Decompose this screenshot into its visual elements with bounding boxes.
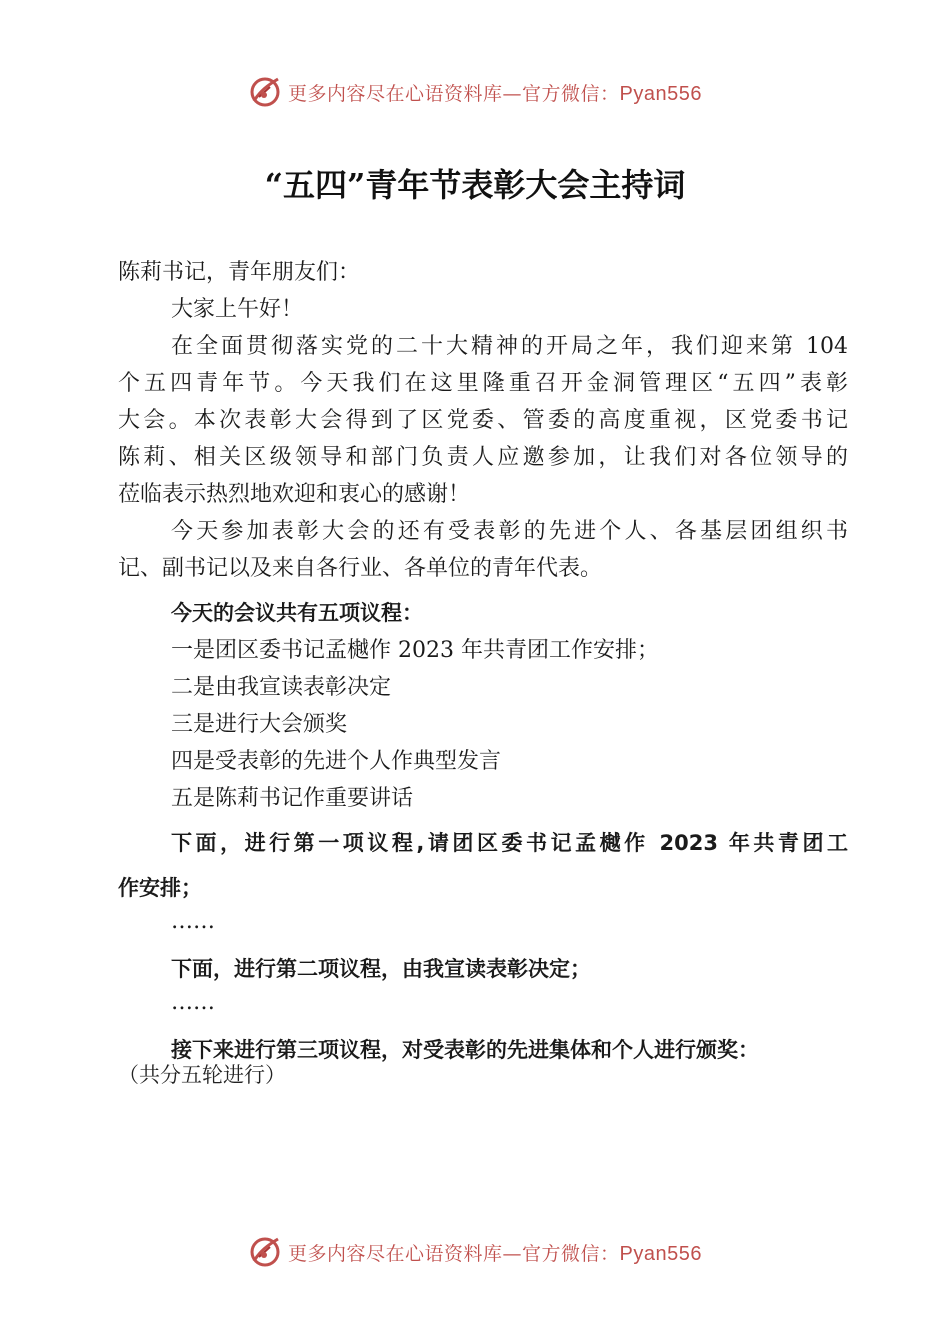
brush-circle-logo-icon: [248, 1235, 282, 1269]
paragraph-line: 记、副书记以及来自各行业、各单位的青年代表。: [118, 556, 603, 581]
header-banner: [0, 72, 950, 112]
banner-text: [288, 79, 702, 106]
step-line: 作安排；: [118, 876, 202, 900]
banner-label: 更多内容尽在心语资料库—官方微信：: [288, 82, 620, 105]
paragraph-line: 今天参加表彰大会的还有受表彰的先进个人、各基层团组织书: [171, 519, 848, 544]
agenda-step-1: [118, 825, 848, 907]
brush-circle-logo-icon: [248, 75, 282, 109]
banner-label: 更多内容尽在心语资料库—官方微信：: [288, 1242, 620, 1265]
paragraph-line: 在全面贯彻落实党的二十大精神的开局之年，我们迎来第 104: [171, 334, 848, 359]
agenda-step-3-note: （共分五轮进行）: [118, 1063, 286, 1087]
banner-wechat-id: Pyan556: [619, 1242, 702, 1265]
paragraph-line: 陈莉、相关区级领导和部门负责人应邀参加，让我们对各位领导的: [118, 445, 848, 470]
footer-banner: [0, 1232, 950, 1272]
paragraph-line: 莅临表示热烈地欢迎和衷心的感谢！: [118, 482, 471, 507]
agenda-item: 一是团区委书记孟樾作 2023 年共青团工作安排；: [171, 638, 659, 663]
agenda-item: 二是由我宣读表彰决定: [171, 675, 392, 700]
document-title: “五四”青年节表彰大会主持词: [264, 166, 686, 204]
step-line: 下面，进行第一项议程,请团区委书记孟樾作 2023 年共青团工: [171, 831, 848, 855]
banner-text: [288, 1239, 702, 1266]
agenda-step-2: 下面，进行第二项议程，由我宣读表彰决定；: [171, 957, 591, 981]
agenda-item: 五是陈莉书记作重要讲话: [171, 786, 414, 811]
salutation: 陈莉书记，青年朋友们：: [118, 260, 361, 285]
agenda-item: 四是受表彰的先进个人作典型发言: [171, 749, 502, 774]
ellipsis: ……: [171, 909, 215, 934]
paragraph-line: 大会。本次表彰大会得到了区党委、管委的高度重视，区党委书记: [118, 408, 848, 433]
banner-wechat-id: Pyan556: [619, 82, 702, 105]
agenda-heading: 今天的会议共有五项议程：: [171, 601, 423, 625]
paragraph-line: 个五四青年节。今天我们在这里隆重召开金洞管理区“五四”表彰: [118, 371, 848, 396]
document-body: [118, 254, 848, 1094]
greeting: 大家上午好！: [171, 297, 304, 322]
paragraph-attendees: [118, 513, 848, 587]
agenda-list: [118, 632, 848, 817]
ellipsis: ……: [171, 990, 215, 1015]
agenda-item: 三是进行大会颁奖: [171, 712, 348, 737]
paragraph-opening: [118, 328, 848, 513]
agenda-step-3: 接下来进行第三项议程，对受表彰的先进集体和个人进行颁奖：: [171, 1038, 759, 1062]
